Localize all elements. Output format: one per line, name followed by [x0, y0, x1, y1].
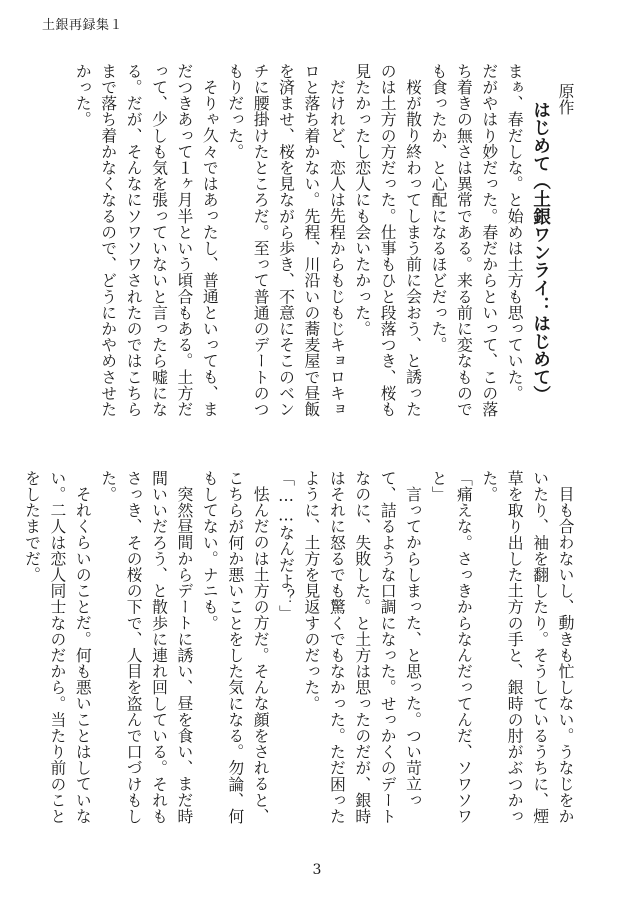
upper-text-block — [66, 63, 578, 420]
page-number: 3 — [312, 862, 322, 878]
body-paragraph: 突然昼間からデートに誘い、昼を食い、まだ時間いいだろう、と散歩に連れ回している。それもさっき、その桜の下で、人目を盗んで口づけもした。 — [98, 470, 194, 825]
body-paragraph: 言ってからしまった、と思った。つい苛立って、詰るような口調になった。せっかくのデートなのに、失敗した。と土方は思ったのだが、銀時はそれに怒るでも驚くでもなかった。ただ困ったように、土方を見返すのだった。 — [301, 470, 423, 825]
lower-text-block — [22, 470, 578, 828]
body-paragraph: 怯んだのは土方の方だ。そんな顔をされると、こちらが何か悪いことをした気になる。勿論、何もしてない。ナニも。 — [200, 470, 271, 825]
genre-label: 原作 — [556, 83, 575, 116]
story-title: はじめて（土銀ワンライ：はじめて） — [530, 101, 551, 404]
body-paragraph: まぁ、春だしな。と始めは土方も思っていた。 — [505, 63, 525, 402]
dialogue-line: 「……なんだよ？」 — [276, 470, 296, 622]
dialogue-line: 「痛えな。さっきからなんだってんだ、ソワソワと」 — [428, 470, 474, 825]
running-header: 土銀再録集１ — [42, 18, 124, 33]
body-paragraph: そりゃ久々ではあったし、普通といっても、まだつきあって１ヶ月半という頃合もある。土方だって、少しも気を張っていないと言ったら嘘になる。だが、そんなにソワソワされたのではこちらまで落ち着かなくなるので、どうにかやめさせたかった。 — [73, 63, 220, 418]
body-paragraph: だけれど、恋人は先程からもじもじキョロキョロと落ち着かない。先程、川沿いの蕎麦屋で昼飯を済ませ、桜を見ながら歩き、不意にそこのベンチに腰掛けたところだ。至って普通のデートのつもりだった。 — [225, 63, 347, 418]
body-paragraph: 目も合わないし、動きも忙しない。うなじをかいたり、袖を翻したり。そうしているうちに、煙草を取り出した土方の手と、銀時の肘がぶつかった。 — [479, 470, 575, 825]
body-paragraph: 桜が散り終わってしまう前に会おう、と誘ったのは土方の方だった。仕事もひと段落つき、桜も見たかったし恋人にも会いたかった。 — [352, 63, 423, 418]
body-paragraph: だがやはり妙だった。春だからといって、この落ち着きの無さは異常である。来る前に変なものでも食ったか、と心配になるほどだった。 — [428, 63, 499, 418]
body-paragraph: それくらいのことだ。何も悪いことはしていない。二人は恋人同士なのだから。当たり前のことをしたまでだ。 — [22, 470, 93, 825]
